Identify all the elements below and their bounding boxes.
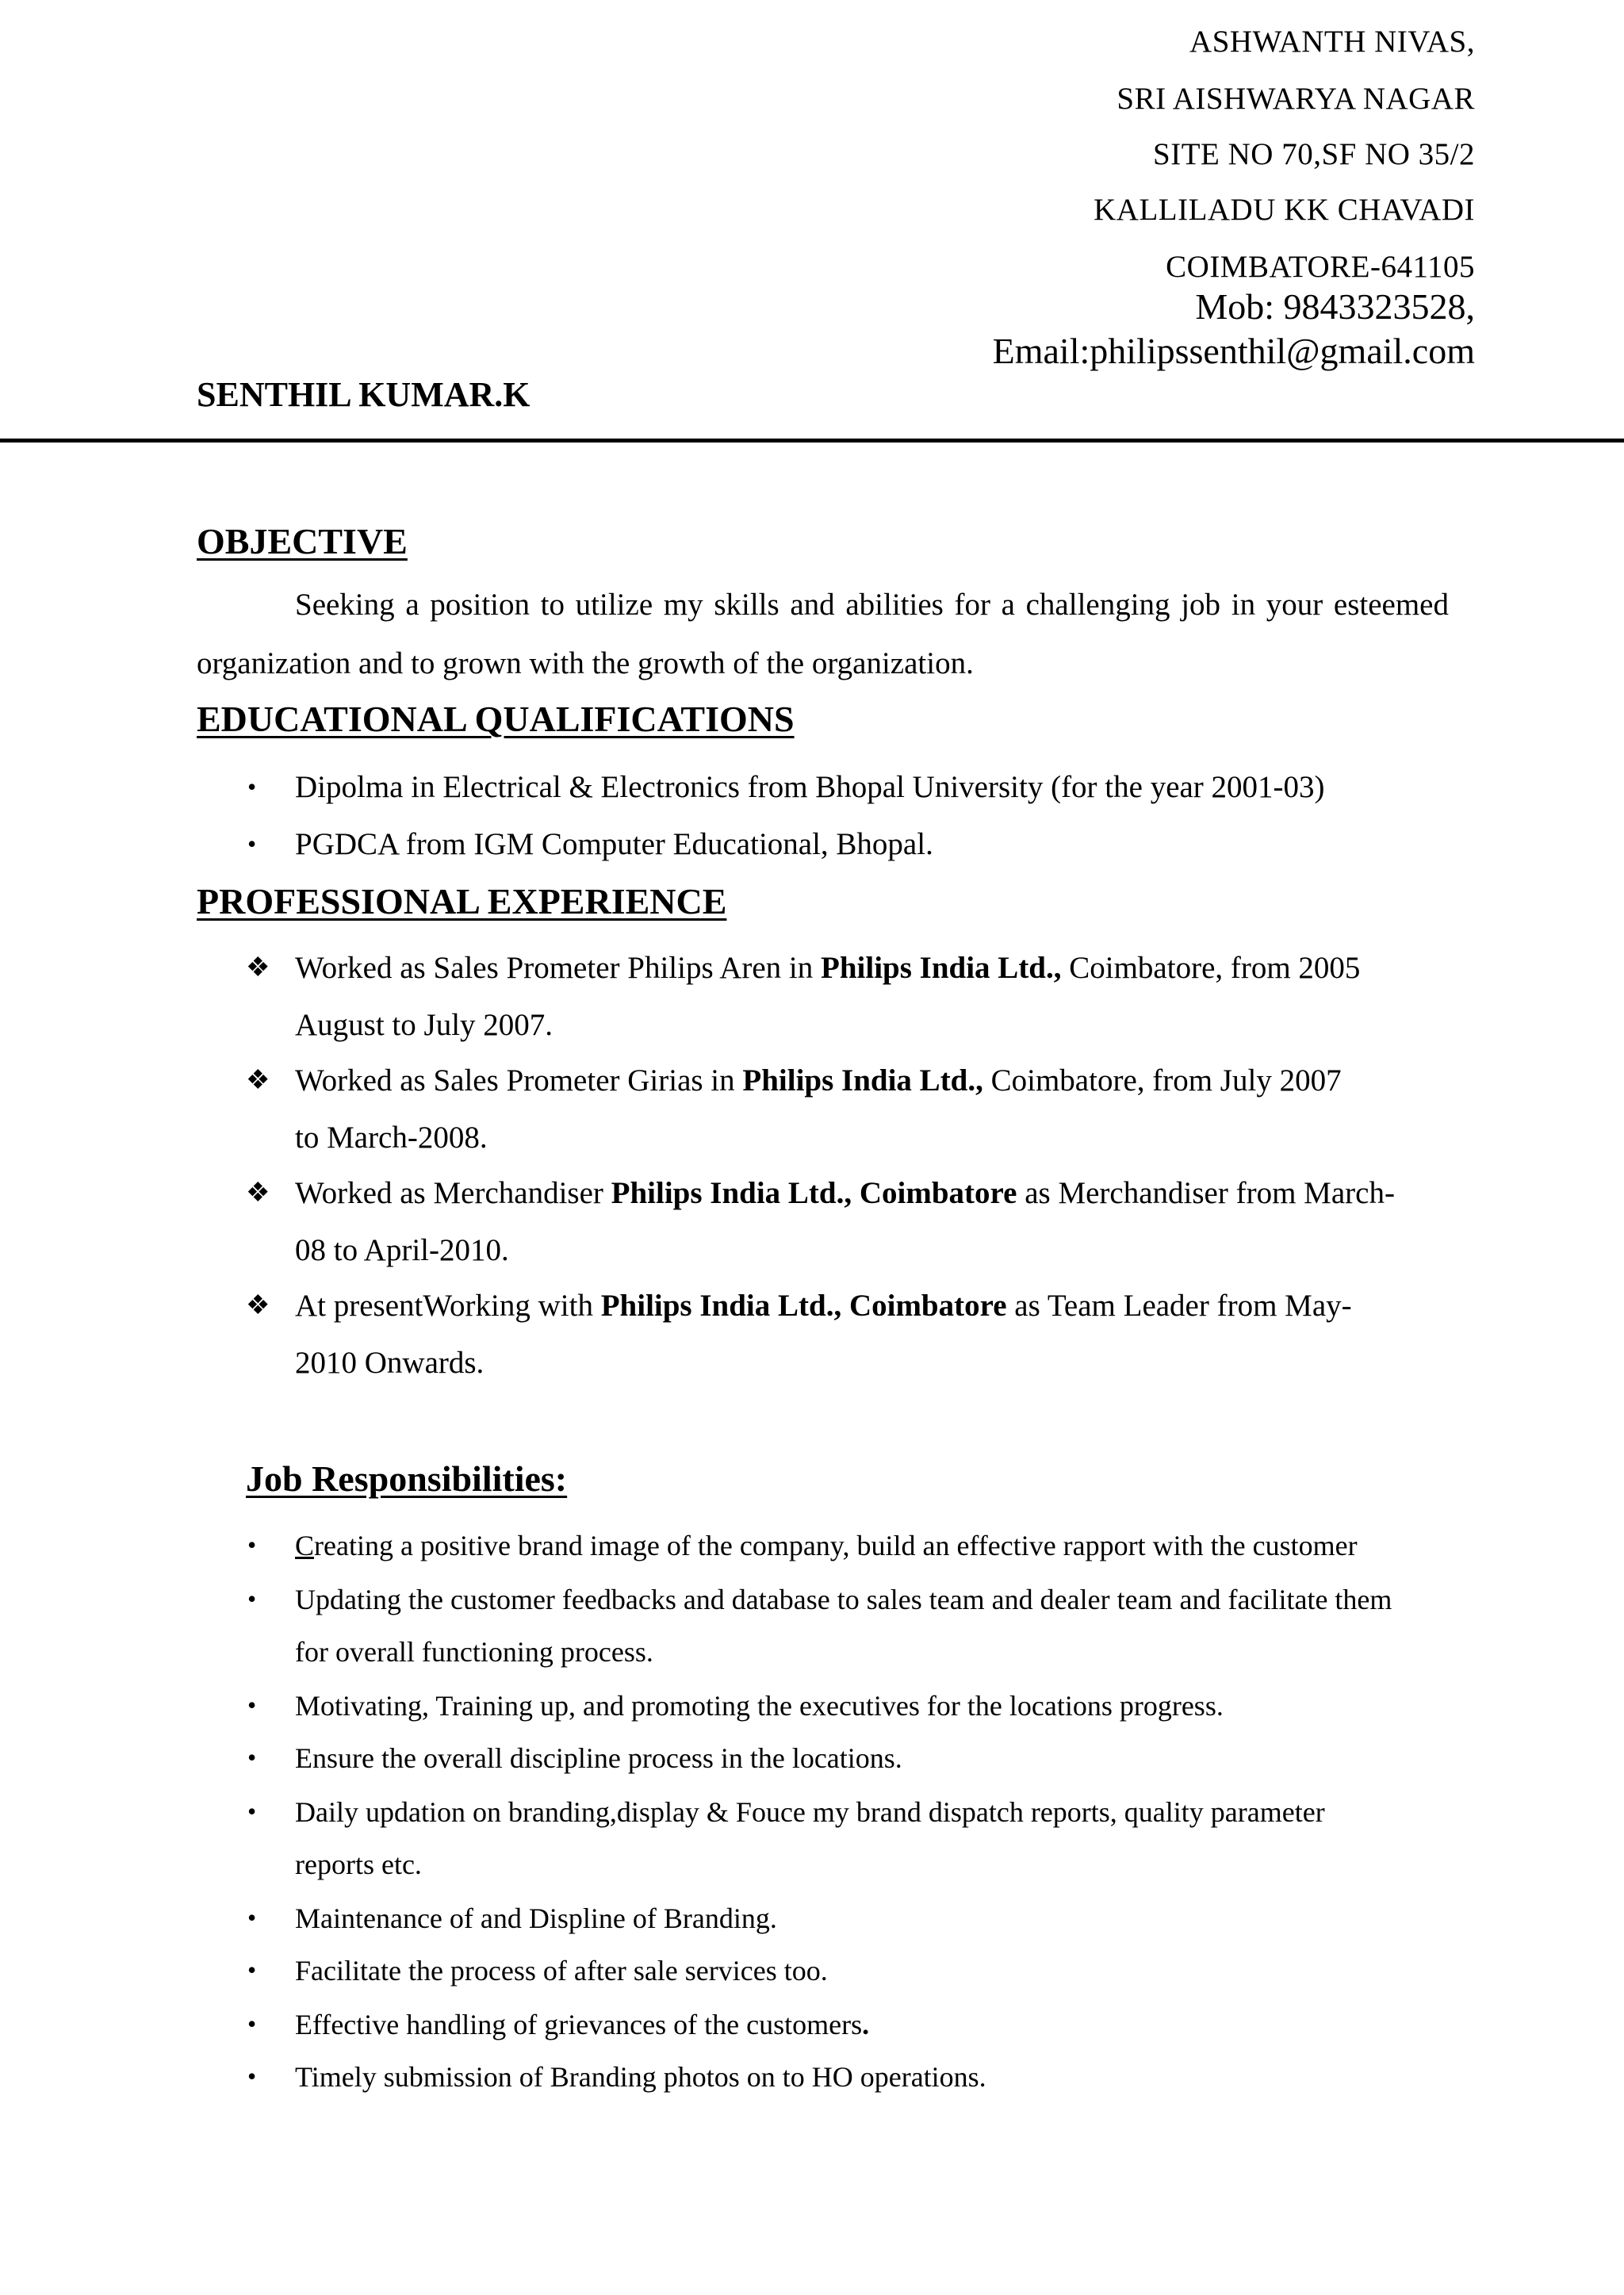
bullet-icon: • [247,1584,257,1613]
diamond-bullet-icon: ❖ [246,1178,270,1208]
bullet-icon: • [247,2010,257,2038]
address-line-5: COIMBATORE-641105 [1166,250,1475,284]
company-name: Philips India Ltd., [742,1063,983,1098]
experience-item-cont: to March-2008. [295,1121,488,1155]
email-address: Email:philipssenthil@gmail.com [992,331,1475,371]
education-heading: EDUCATIONAL QUALIFICATIONS [197,699,795,739]
responsibility-item: Ensure the overall discipline process in the locations. [295,1742,902,1774]
diamond-bullet-icon: ❖ [246,953,270,983]
responsibilities-heading: Job Responsibilities: [246,1458,568,1499]
diamond-bullet-icon: ❖ [246,1291,270,1320]
experience-item-cont: 2010 Onwards. [295,1346,485,1380]
bullet-icon: • [247,1956,257,1984]
experience-item-line: At presentWorking with Philips India Ltd., Coimbatore as Team Leader from May- [295,1289,1352,1323]
education-item: PGDCA from IGM Computer Educational, Bhopal. [295,827,933,861]
responsibility-item: Maintenance of and Displine of Branding. [295,1902,777,1934]
address-line-4: KALLILADU KK CHAVADI [1094,193,1475,227]
bullet-icon: • [247,1531,257,1559]
address-line-3: SITE NO 70,SF NO 35/2 [1153,137,1475,171]
bullet-icon: • [247,829,257,858]
experience-item-line: Worked as Merchandiser Philips India Ltd., Coimbatore as Merchandiser from March- [295,1176,1395,1210]
experience-heading: PROFESSIONAL EXPERIENCE [197,881,727,921]
address-line-1: ASHWANTH NIVAS, [1189,25,1475,59]
address-line-2: SRI AISHWARYA NAGAR [1116,82,1475,116]
education-item: Dipolma in Electrical & Electronics from Bhopal University (for the year 2001-03) [295,770,1325,804]
responsibility-item: Daily updation on branding,display & Fouce my brand dispatch reports, quality parameter [295,1796,1325,1828]
responsibility-item-cont: for overall functioning process. [295,1636,653,1668]
company-name: Philips India Ltd., Coimbatore [600,1289,1007,1323]
candidate-name: SENTHIL KUMAR.K [197,375,530,414]
responsibility-item: Motivating, Training up, and promoting the executives for the locations progress. [295,1690,1224,1722]
experience-item-cont: 08 to April-2010. [295,1233,509,1267]
responsibility-item: Timely submission of Branding photos on to HO operations. [295,2061,986,2093]
responsibility-item: Effective handling of grievances of the customers. [295,2009,870,2040]
objective-heading: OBJECTIVE [197,521,408,561]
responsibility-item: Facilitate the process of after sale services too. [295,1955,828,1987]
responsibility-item-cont: reports etc. [295,1849,422,1880]
bullet-icon: • [247,1903,257,1932]
bullet-icon: • [247,2062,257,2090]
diamond-bullet-icon: ❖ [246,1066,270,1095]
objective-line-2: organization and to grown with the growth of the organization. [197,646,974,680]
bullet-icon: • [247,1797,257,1826]
bullet-icon: • [247,772,257,801]
responsibility-item: Creating a positive brand image of the company, build an effective rapport with the customer [295,1530,1358,1561]
header-divider [0,439,1624,443]
experience-item-cont: August to July 2007. [295,1008,553,1042]
responsibility-item: Updating the customer feedbacks and database to sales team and dealer team and facilitate them [295,1584,1392,1615]
company-name: Philips India Ltd., Coimbatore [611,1176,1017,1210]
experience-item-line: Worked as Sales Prometer Philips Aren in Philips India Ltd., Coimbatore, from 2005 [295,951,1361,985]
mobile-number: Mob: 9843323528, [1195,286,1475,327]
bullet-icon: • [247,1743,257,1772]
experience-item-line: Worked as Sales Prometer Girias in Philips India Ltd., Coimbatore, from July 2007 [295,1063,1342,1098]
bullet-icon: • [247,1691,257,1719]
company-name: Philips India Ltd., [821,951,1062,985]
objective-line-1: Seeking a position to utilize my skills and abilities for a challenging job in your esteemed [295,588,1449,622]
